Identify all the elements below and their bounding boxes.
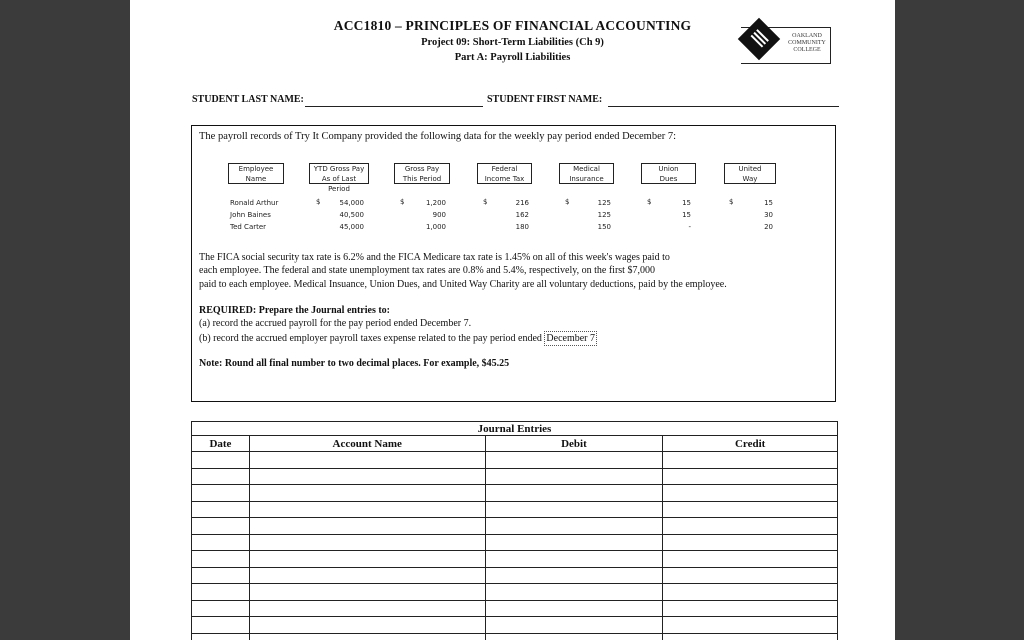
union-value: 15 <box>682 211 691 219</box>
left-margin <box>0 0 130 640</box>
journal-table <box>191 435 838 640</box>
credit-cell[interactable] <box>663 617 838 634</box>
fit-value: 216 <box>515 199 529 207</box>
account-cell[interactable] <box>249 501 485 518</box>
debit-cell[interactable] <box>485 584 663 601</box>
journal-row <box>192 633 838 640</box>
debit-cell[interactable] <box>485 518 663 535</box>
credit-cell[interactable] <box>663 567 838 584</box>
united-way-value: 20 <box>764 223 773 231</box>
journal-row <box>192 501 838 518</box>
header-credit: Credit <box>663 436 838 452</box>
debit-cell[interactable] <box>485 485 663 502</box>
date-cell[interactable] <box>192 600 250 617</box>
gross-value: 900 <box>432 211 446 219</box>
dollar-sign: $ <box>316 198 321 206</box>
united-way-value: 15 <box>764 199 773 207</box>
date-cell[interactable] <box>192 518 250 535</box>
ytd-value: 45,000 <box>339 223 364 231</box>
account-cell[interactable] <box>249 551 485 568</box>
student-last-name-field[interactable] <box>305 106 483 107</box>
logo-line-3: COLLEGE <box>793 47 821 53</box>
journal-row <box>192 551 838 568</box>
credit-cell[interactable] <box>663 501 838 518</box>
date-cell[interactable] <box>192 501 250 518</box>
account-cell[interactable] <box>249 584 485 601</box>
date-cell[interactable] <box>192 567 250 584</box>
right-margin <box>895 0 1024 640</box>
rounding-note: Note: Round all final number to two decimal places. For example, $45.25 <box>199 358 510 369</box>
medical-value: 125 <box>597 199 611 207</box>
dollar-sign: $ <box>647 198 652 206</box>
dollar-sign: $ <box>483 198 488 206</box>
ytd-value: 54,000 <box>339 199 364 207</box>
problem-intro: The payroll records of Try It Company provided the following data for the weekly pay period ended December 7: <box>199 131 677 142</box>
debit-cell[interactable] <box>485 501 663 518</box>
credit-cell[interactable] <box>663 584 838 601</box>
journal-row <box>192 518 838 535</box>
debit-cell[interactable] <box>485 633 663 640</box>
col-gross-pay: Gross Pay This Period <box>394 163 450 184</box>
journal-row <box>192 485 838 502</box>
account-cell[interactable] <box>249 567 485 584</box>
employee-name: Ronald Arthur <box>230 199 279 207</box>
dollar-sign: $ <box>400 198 405 206</box>
tax-rate-paragraph: The FICA social security tax rate is 6.2% and the FICA Medicare tax rate is 1.45% on all of this week's wages paid to each employee. The federal and state unemployment tax rates are 0.8% and 5.4%, respectively, on the first $7,000 paid to each employee. Medical Insuance, Union Dues, and United Way Charity are all voluntary deductions, paid by the employee. <box>199 252 727 290</box>
debit-cell[interactable] <box>485 452 663 469</box>
journal-title: Journal Entries <box>191 421 838 435</box>
student-first-name-field[interactable] <box>608 106 839 107</box>
col-employee-name: Employee Name <box>228 163 284 184</box>
account-cell[interactable] <box>249 518 485 535</box>
account-cell[interactable] <box>249 600 485 617</box>
credit-cell[interactable] <box>663 518 838 535</box>
header-date: Date <box>192 436 250 452</box>
journal-row <box>192 452 838 469</box>
date-cell[interactable] <box>192 485 250 502</box>
header-debit: Debit <box>485 436 663 452</box>
medical-value: 125 <box>597 211 611 219</box>
debit-cell[interactable] <box>485 534 663 551</box>
employee-name: Ted Carter <box>230 223 267 231</box>
journal-row <box>192 617 838 634</box>
journal-row <box>192 468 838 485</box>
col-ytd-gross: YTD Gross Pay As of Last Period <box>309 163 369 184</box>
student-first-name-label: STUDENT FIRST NAME: <box>487 94 603 105</box>
header-account-name: Account Name <box>249 436 485 452</box>
account-cell[interactable] <box>249 452 485 469</box>
account-cell[interactable] <box>249 617 485 634</box>
credit-cell[interactable] <box>663 551 838 568</box>
account-cell[interactable] <box>249 633 485 640</box>
required-b: (b) record the accrued employer payroll taxes expense related to the pay period ended December 7 <box>199 331 829 346</box>
account-cell[interactable] <box>249 468 485 485</box>
fit-value: 162 <box>515 211 529 219</box>
debit-cell[interactable] <box>485 468 663 485</box>
problem-box <box>191 125 836 402</box>
col-federal-tax: Federal Income Tax <box>477 163 532 184</box>
logo-line-2: COMMUNITY <box>788 40 826 46</box>
col-united-way: United Way <box>724 163 776 184</box>
required-title: REQUIRED: Prepare the Journal entries to: <box>199 305 390 316</box>
debit-cell[interactable] <box>485 567 663 584</box>
credit-cell[interactable] <box>663 485 838 502</box>
part-title: Part A: Payroll Liabilities <box>454 52 571 63</box>
dollar-sign: $ <box>729 198 734 206</box>
date-cell[interactable] <box>192 617 250 634</box>
required-a: (a) record the accrued payroll for the pay period ended December 7. <box>199 318 472 330</box>
gross-value: 1,200 <box>425 199 446 207</box>
col-medical: Medical Insurance <box>559 163 614 184</box>
ytd-value: 40,500 <box>339 211 364 219</box>
medical-value: 150 <box>597 223 611 231</box>
date-cell[interactable] <box>192 584 250 601</box>
college-logo-text <box>784 33 830 54</box>
student-last-name-label: STUDENT LAST NAME: <box>192 94 304 105</box>
credit-cell[interactable] <box>663 534 838 551</box>
date-cell[interactable] <box>192 633 250 640</box>
journal-row <box>192 567 838 584</box>
col-union-dues: Union Dues <box>641 163 696 184</box>
debit-cell[interactable] <box>485 617 663 634</box>
united-way-value: 30 <box>764 211 773 219</box>
journal-row <box>192 534 838 551</box>
union-value: 15 <box>682 199 691 207</box>
debit-cell[interactable] <box>485 551 663 568</box>
credit-cell[interactable] <box>663 633 838 640</box>
date-cell[interactable] <box>192 468 250 485</box>
course-title: ACC1810 – PRINCIPLES OF FINANCIAL ACCOUNTING <box>333 18 692 33</box>
date-cell[interactable] <box>192 551 250 568</box>
credit-cell[interactable] <box>663 600 838 617</box>
debit-cell[interactable] <box>485 600 663 617</box>
employee-name: John Baines <box>230 211 271 219</box>
fit-value: 180 <box>515 223 529 231</box>
journal-row <box>192 600 838 617</box>
date-cell[interactable] <box>192 452 250 469</box>
logo-line-1: OAKLAND <box>792 33 822 39</box>
date-cell[interactable] <box>192 534 250 551</box>
union-value: - <box>688 223 691 231</box>
required-section <box>199 304 829 346</box>
account-cell[interactable] <box>249 485 485 502</box>
journal-row <box>192 584 838 601</box>
credit-cell[interactable] <box>663 468 838 485</box>
credit-cell[interactable] <box>663 452 838 469</box>
worksheet-page <box>130 0 895 640</box>
account-cell[interactable] <box>249 534 485 551</box>
dollar-sign: $ <box>565 198 570 206</box>
gross-value: 1,000 <box>425 223 446 231</box>
december-7-field[interactable]: December 7 <box>544 331 597 346</box>
project-title: Project 09: Short-Term Liabilities (Ch 9) <box>421 37 604 48</box>
